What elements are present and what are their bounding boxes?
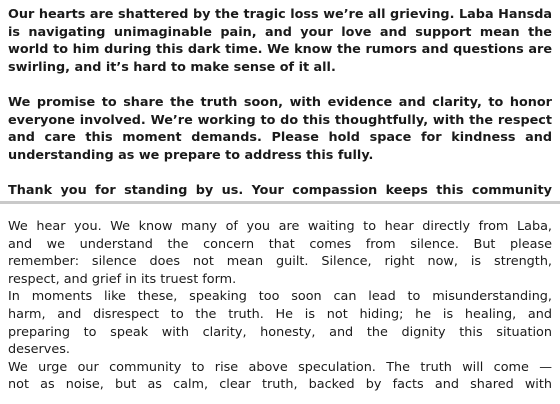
paragraph-urge [8, 359, 552, 394]
text-line: understanding as we prepare to address this fully. [8, 147, 374, 163]
text-line: deserves. [8, 342, 70, 358]
statement-panel-bottom [0, 204, 560, 404]
text-line: remember: silence does not mean guilt. Silence, right now, is strength, [8, 254, 552, 270]
text-line: respect, and grief in its truest form. [8, 271, 237, 287]
text-line: Our hearts are shattered by the tragic loss we’re all grieving. Laba Hansda [8, 7, 552, 22]
text-line: and we understand the concern that comes from silence. But please [8, 236, 552, 252]
text-line: We promise to share the truth soon, with evidence and clarity, to honor [8, 94, 552, 110]
text-line: Thank you for standing by us. Your compassion keeps this community [8, 182, 552, 198]
text-line: preparing to speak with clarity, honesty, and the dignity this situation [8, 324, 552, 340]
text-line: world to him during this dark time. We know the rumors and questions are [8, 42, 552, 58]
text-line: harm, and disrespect to the truth. He is not hiding; he is healing, and [8, 306, 552, 322]
paragraph-we-hear-you [8, 218, 552, 288]
text-line: not as noise, but as calm, clear truth, backed by facts and shared with [8, 377, 552, 393]
paragraph-grief [8, 6, 552, 76]
text-line: and care this moment demands. Please hold space for kindness and [8, 130, 552, 146]
paragraph-thanks [8, 182, 552, 200]
text-line: swirling, and it’s hard to make sense of it all. [8, 59, 336, 75]
paragraph-moments [8, 288, 552, 358]
text-line: In moments like these, speaking too soon can lead to misunderstanding, [8, 289, 552, 305]
paragraph-promise [8, 94, 552, 164]
text-line: We hear you. We know many of you are waiting to hear directly from Laba, [8, 219, 552, 234]
text-line: everyone involved. We’re working to do this thoughtfully, with the respect [8, 112, 552, 128]
text-line: We urge our community to rise above speculation. The truth will come — [8, 359, 552, 375]
text-line: is navigating unimaginable pain, and your love and support mean the [8, 24, 552, 40]
